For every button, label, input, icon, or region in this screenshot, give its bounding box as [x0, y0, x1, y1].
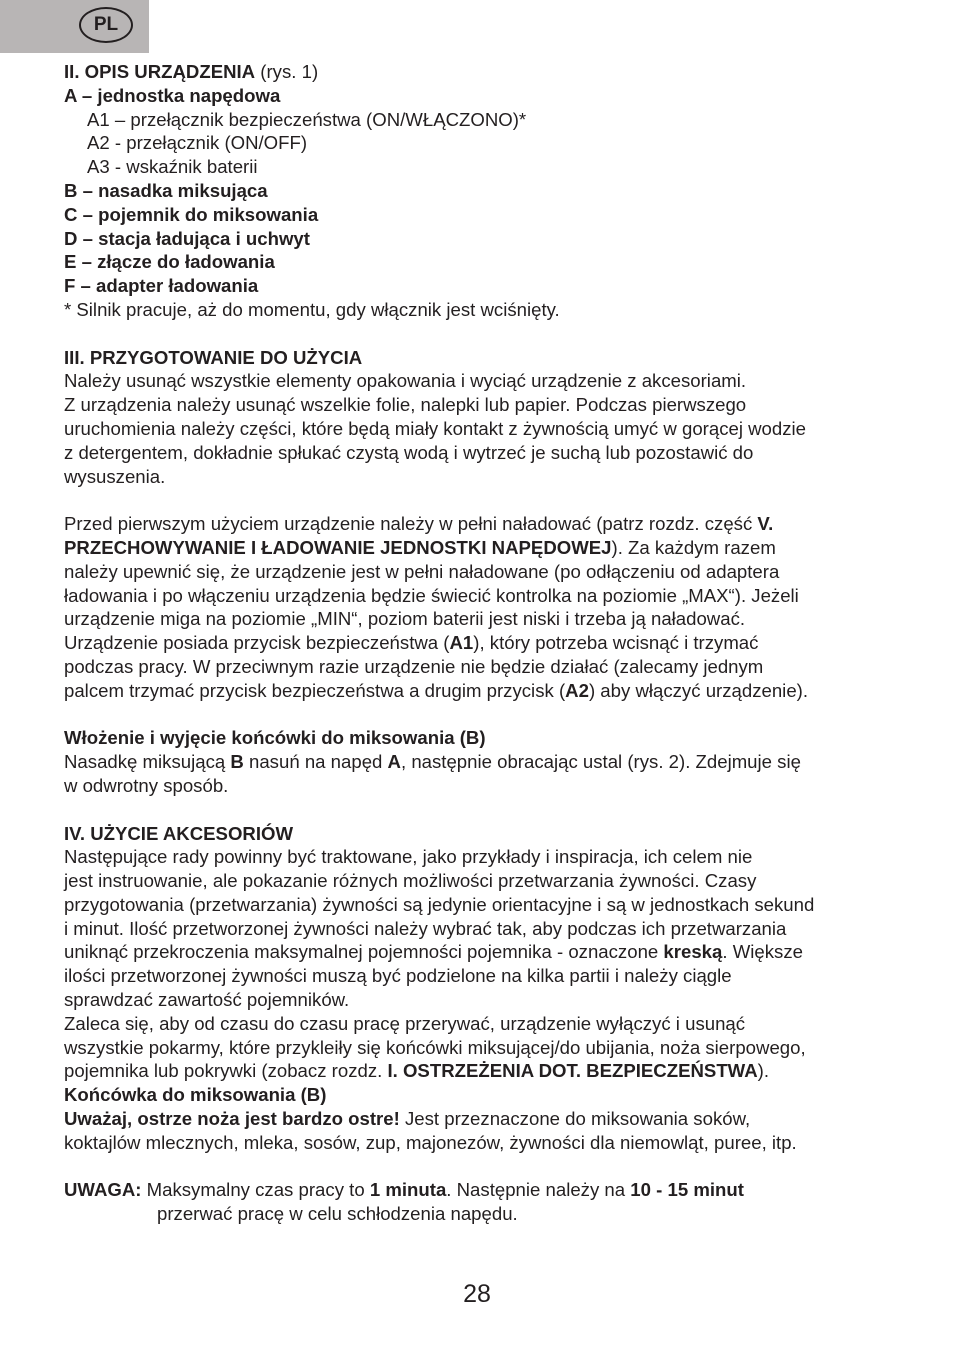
section-title: II. OPIS URZĄDZENIA: [64, 61, 256, 82]
paragraph-line: Nasadkę miksującą B nasuń na napęd A, następnie obracając ustal (rys. 2). Zdejmuje się: [64, 751, 801, 773]
note-line: UWAGA: Maksymalny czas pracy to 1 minuta. Następnie należy na 10 - 15 minut: [64, 1179, 744, 1201]
paragraph-line: sprawdzać zawartość pojemników.: [64, 989, 350, 1011]
paragraph-line: koktajlów mlecznych, mleka, sosów, zup, majonezów, żywności dla niemowląt, puree, itp.: [64, 1131, 797, 1153]
paragraph-line: uruchomienia należy części, które będą miały kontakt z żywnością umyć w gorącej wodzie: [64, 417, 807, 439]
motor-note: * Silnik pracuje, aż do momentu, gdy włącznik jest wciśnięty.: [64, 298, 560, 320]
paragraph-line: uniknąć przekroczenia maksymalnej pojemności pojemnika - oznaczone kreską. Większe: [64, 941, 803, 963]
part-d: D – stacja ładująca i uchwyt: [64, 227, 310, 249]
paragraph-line: Z urządzenia należy usunąć wszelkie folie, nalepki lub papier. Podczas pierwszego: [64, 394, 747, 416]
paragraph-line: wszystkie pokarmy, które przykleiły się końcówki miksującej/do ubijania, noża sierpowego,: [64, 1036, 806, 1058]
part-a: A – jednostka napędowa: [64, 84, 281, 106]
part-a1: A1 – przełącznik bezpieczeństwa (ON/WŁĄCZONO)*: [87, 108, 527, 130]
part-c: C – pojemnik do miksowania: [64, 203, 319, 225]
subsection-heading: Końcówka do miksowania (B): [64, 1084, 327, 1106]
section-2-heading: [64, 60, 894, 84]
part-a3: A3 - wskaźnik baterii: [87, 156, 258, 178]
paragraph-line: Urządzenie posiada przycisk bezpieczeństwa (A1), który potrzeba wcisnąć i trzymać: [64, 632, 759, 654]
note-label: UWAGA:: [64, 1179, 142, 1201]
paragraph-line: PRZECHOWYWANIE I ŁADOWANIE JEDNOSTKI NAPĘDOWEJ). Za każdym razem: [64, 536, 776, 558]
part-f: F – adapter ładowania: [64, 275, 259, 297]
subsection-heading: Włożenie i wyjęcie końcówki do miksowania (B): [64, 727, 486, 749]
part-b: B – nasadka miksująca: [64, 179, 268, 201]
language-badge: PL: [79, 7, 133, 43]
paragraph-line: ładowania i po włączeniu urządzenia będzie świecić kontrolka na poziomie „MAX“). Jeżeli: [64, 584, 799, 606]
paragraph-line: i minut. Ilość przetworzonej żywności należy wybrać tak, aby podczas ich przetwarzania: [64, 917, 787, 939]
paragraph-line: podczas pracy. W przeciwnym razie urządzenie nie będzie działać (zalecamy jednym: [64, 655, 764, 677]
paragraph-line: z detergentem, dokładnie spłukać czystą wodą i wytrzeć je suchą lub pozostawić do: [64, 441, 754, 463]
paragraph-line: Następujące rady powinny być traktowane, jako przykłady i inspiracja, ich celem nie: [64, 846, 753, 868]
paragraph-line: Zaleca się, aby od czasu do czasu pracę przerywać, urządzenie wyłączyć i usunąć: [64, 1012, 746, 1034]
part-a2: A2 - przełącznik (ON/OFF): [87, 132, 308, 154]
paragraph-line: wysuszenia.: [64, 465, 166, 487]
note-line: przerwać pracę w celu schłodzenia napędu.: [157, 1203, 518, 1225]
paragraph-line: Należy usunąć wszystkie elementy opakowania i wyciąć urządzenie z akcesoriami.: [64, 370, 747, 392]
paragraph-line: ilości przetworzonej żywności muszą być podzielone na kilka partii i należy ciągle: [64, 965, 732, 987]
manual-content: [64, 60, 894, 1226]
part-e: E – złącze do ładowania: [64, 251, 275, 273]
section-title-suffix: (rys. 1): [255, 61, 319, 82]
warning-line: Uważaj, ostrze noża jest bardzo ostre! Jest przeznaczone do miksowania soków,: [64, 1108, 751, 1130]
paragraph-line: w odwrotny sposób.: [64, 774, 229, 796]
section-3-heading: III. PRZYGOTOWANIE DO UŻYCIA: [64, 346, 363, 368]
paragraph-line: palcem trzymać przycisk bezpieczeństwa a drugim przycisk (A2) aby włączyć urządzenie).: [64, 679, 809, 701]
paragraph-line: pojemnika lub pokrywki (zobacz rozdz. I. OSTRZEŻENIA DOT. BEZPIECZEŃSTWA).: [64, 1060, 769, 1082]
paragraph-line: należy upewnić się, że urządzenie jest w pełni naładowane (po odłączeniu od adaptera: [64, 560, 780, 582]
paragraph-line: urządzenie miga na poziomie „MIN“, poziom baterii jest niski i trzeba ją naładować.: [64, 608, 746, 630]
paragraph-line: przygotowania (przetwarzania) żywności są jedynie orientacyjne i są w jednostkach sekund: [64, 893, 815, 915]
section-4-heading: IV. UŻYCIE AKCESORIÓW: [64, 822, 294, 844]
page-number: 28: [463, 1280, 491, 1308]
language-tab: [0, 0, 149, 53]
paragraph-line: jest instruowanie, ale pokazanie różnych możliwości przetwarzania żywności. Czasy: [64, 870, 757, 892]
paragraph-line: Przed pierwszym użyciem urządzenie należy w pełni naładować (patrz rozdz. część V.: [64, 513, 774, 535]
